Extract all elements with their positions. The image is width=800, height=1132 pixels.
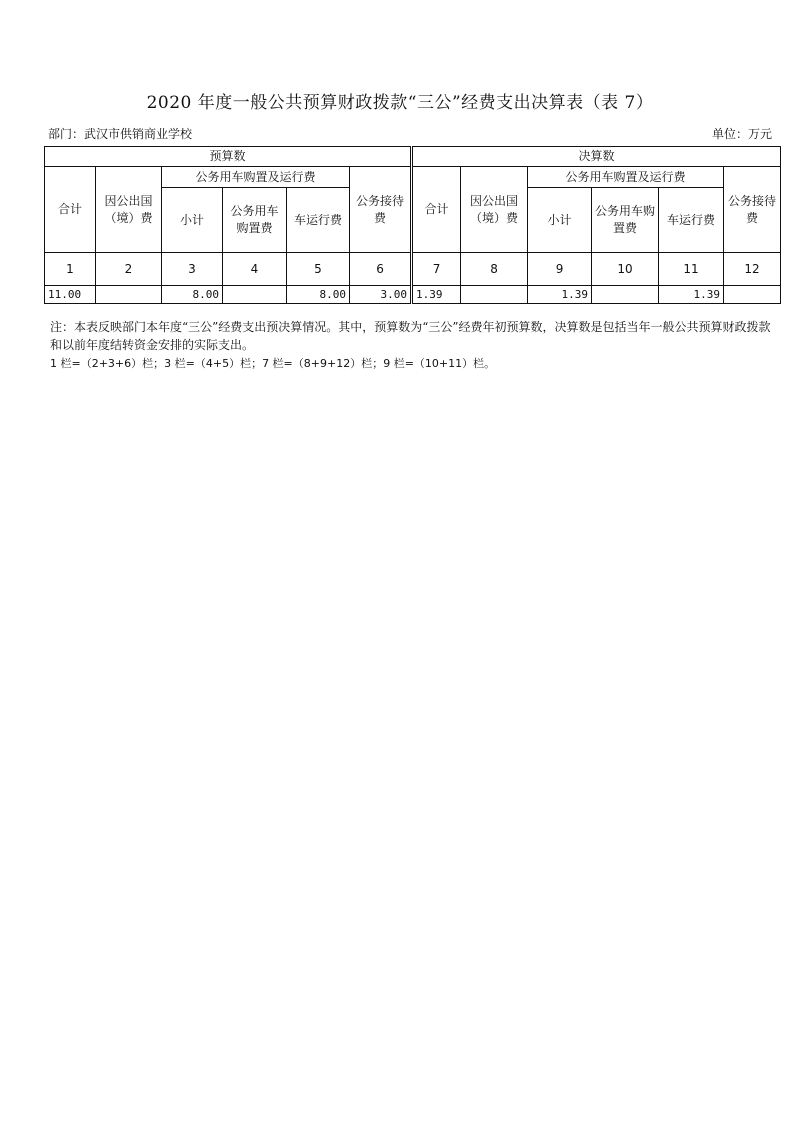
value-cell-final-subtotal: 1.39 bbox=[528, 286, 592, 304]
final-operation-header: 车运行费 bbox=[659, 188, 724, 253]
column-number-row bbox=[45, 253, 781, 286]
value-cell-budget-purchase bbox=[223, 286, 287, 304]
unit-value: 万元 bbox=[747, 127, 772, 141]
budget-subtotal-header: 小计 bbox=[162, 188, 223, 253]
value-cell-budget-operation: 8.00 bbox=[287, 286, 350, 304]
budget-purchase-header: 公务用车购置费 bbox=[223, 188, 287, 253]
budget-group-header: 预算数 bbox=[45, 147, 412, 167]
column-number: 9 bbox=[528, 253, 592, 286]
three-public-expenses-table bbox=[44, 146, 781, 304]
value-cell-final-operation: 1.39 bbox=[659, 286, 724, 304]
table-note: 注：本表反映部门本年度“三公”经费支出预决算情况。其中，预算数为“三公”经费年初预算数，决算数是包括当年一般公共预算财政拨款和以前年度结转资金安排的实际支出。 bbox=[50, 320, 771, 352]
value-cell-final-abroad bbox=[461, 286, 528, 304]
final-total-header: 合计 bbox=[412, 167, 461, 253]
column-number: 5 bbox=[287, 253, 350, 286]
value-cell-budget-abroad bbox=[96, 286, 162, 304]
column-number: 11 bbox=[659, 253, 724, 286]
final-group-header: 决算数 bbox=[412, 147, 781, 167]
value-cell-budget-subtotal: 8.00 bbox=[162, 286, 223, 304]
column-number: 12 bbox=[724, 253, 781, 286]
column-number: 2 bbox=[96, 253, 162, 286]
value-cell-final-purchase bbox=[592, 286, 659, 304]
column-formula: 1 栏=（2+3+6）栏；3 栏=（4+5）栏；7 栏=（8+9+12）栏；9 栏=（10+11）栏。 bbox=[50, 357, 496, 370]
value-cell-budget-reception: 3.00 bbox=[350, 286, 412, 304]
column-number: 3 bbox=[162, 253, 223, 286]
value-cell-final-reception bbox=[724, 286, 781, 304]
final-purchase-header: 公务用车购置费 bbox=[592, 188, 659, 253]
unit-label: 单位： bbox=[711, 127, 748, 141]
department-line bbox=[48, 125, 192, 142]
budget-abroad-header: 因公出国（境）费 bbox=[96, 167, 162, 253]
column-number: 1 bbox=[45, 253, 96, 286]
column-number: 8 bbox=[461, 253, 528, 286]
final-vehicle-group-header: 公务用车购置及运行费 bbox=[528, 167, 724, 188]
department-name: 武汉市供销商业学校 bbox=[84, 127, 193, 141]
group-header-row bbox=[45, 147, 781, 167]
final-subtotal-header: 小计 bbox=[528, 188, 592, 253]
sub-header-row bbox=[45, 167, 781, 188]
column-number: 4 bbox=[223, 253, 287, 286]
budget-operation-header: 车运行费 bbox=[287, 188, 350, 253]
department-label: 部门： bbox=[48, 127, 85, 141]
budget-total-header: 合计 bbox=[45, 167, 96, 253]
value-row bbox=[45, 286, 781, 304]
column-number: 7 bbox=[412, 253, 461, 286]
budget-reception-header: 公务接待费 bbox=[350, 167, 412, 253]
column-number: 10 bbox=[592, 253, 659, 286]
page-title: 2020 年度一般公共预算财政拨款“三公”经费支出决算表（表 7） bbox=[146, 93, 654, 113]
column-number: 6 bbox=[350, 253, 412, 286]
budget-vehicle-group-header: 公务用车购置及运行费 bbox=[162, 167, 350, 188]
final-abroad-header: 因公出国（境）费 bbox=[461, 167, 528, 253]
value-cell-final-total: 1.39 bbox=[412, 286, 461, 304]
value-cell-budget-total: 11.00 bbox=[45, 286, 96, 304]
unit-line bbox=[712, 125, 772, 142]
final-reception-header: 公务接待费 bbox=[724, 167, 781, 253]
